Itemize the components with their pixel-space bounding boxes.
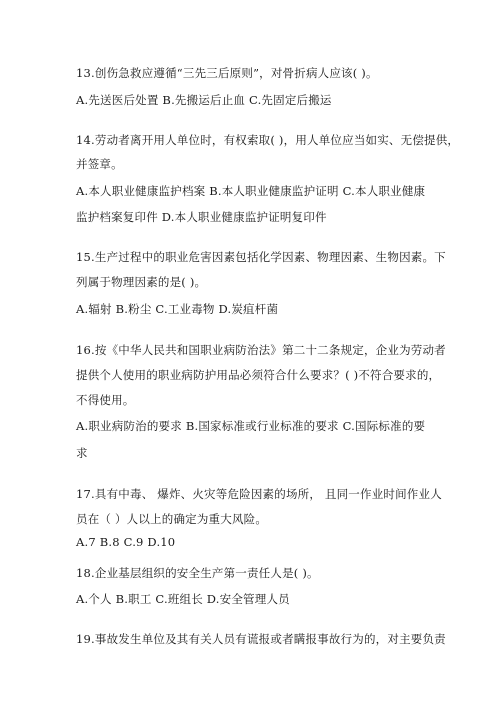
question-16-options-line-2: 求 xyxy=(76,446,88,460)
question-15-text-line-1: 15.生产过程中的职业危害因素包括化学因素、物理因素、生物因素。下 xyxy=(76,250,446,264)
question-13-options: A.先送医后处置 B.先搬运后止血 C.先固定后搬运 xyxy=(76,93,332,107)
question-14-text-line-1: 14.劳动者离开用人单位时，有权索取( )，用人单位应当如实、无偿提供， xyxy=(76,133,460,147)
question-19-text: 19.事故发生单位及其有关人员有谎报或者瞒报事故行为的，对主要负责 xyxy=(76,632,446,646)
question-15-text-line-2: 列属于物理因素的是( )。 xyxy=(76,275,207,289)
question-17-text-line-1: 17.具有中毒、 爆炸、火灾等危险因素的场所， 且同一作业时间作业人 xyxy=(76,487,442,501)
question-14-text-line-2: 并签章。 xyxy=(76,157,123,171)
question-18-options: A.个人 B.职工 C.班组长 D.安全管理人员 xyxy=(76,592,290,606)
question-14-options-line-2: 监护档案复印件 D.本人职业健康监护证明复印件 xyxy=(76,210,327,224)
question-14-options-line-1: A.本人职业健康监护档案 B.本人职业健康监护证明 C.本人职业健康 xyxy=(76,184,426,198)
question-15-options: A.辐射 B.粉尘 C.工业毒物 D.炭疽杆菌 xyxy=(76,302,279,316)
question-16-options-line-1: A.职业病防治的要求 B.国家标准或行业标准的要求 C.国际标准的要 xyxy=(76,419,426,433)
question-18-text: 18.企业基层组织的安全生产第一责任人是( )。 xyxy=(76,566,319,580)
question-17-text-line-2: 员在（ ）人以上的确定为重大风险。 xyxy=(76,512,268,526)
question-16-text-line-3: 不得使用。 xyxy=(76,393,135,407)
question-13-text: 13.创伤急救应遵循“三先三后原则”，对骨折病人应该( )。 xyxy=(76,66,378,80)
question-16-text-line-2: 提供个人使用的职业病防护用品必须符合什么要求？( )不符合要求的， xyxy=(76,368,441,382)
question-16-text-line-1: 16.按《中华人民共和国职业病防治法》第二十二条规定，企业为劳动者 xyxy=(76,343,446,357)
question-17-options: A.7 B.8 C.9 D.10 xyxy=(76,535,176,549)
